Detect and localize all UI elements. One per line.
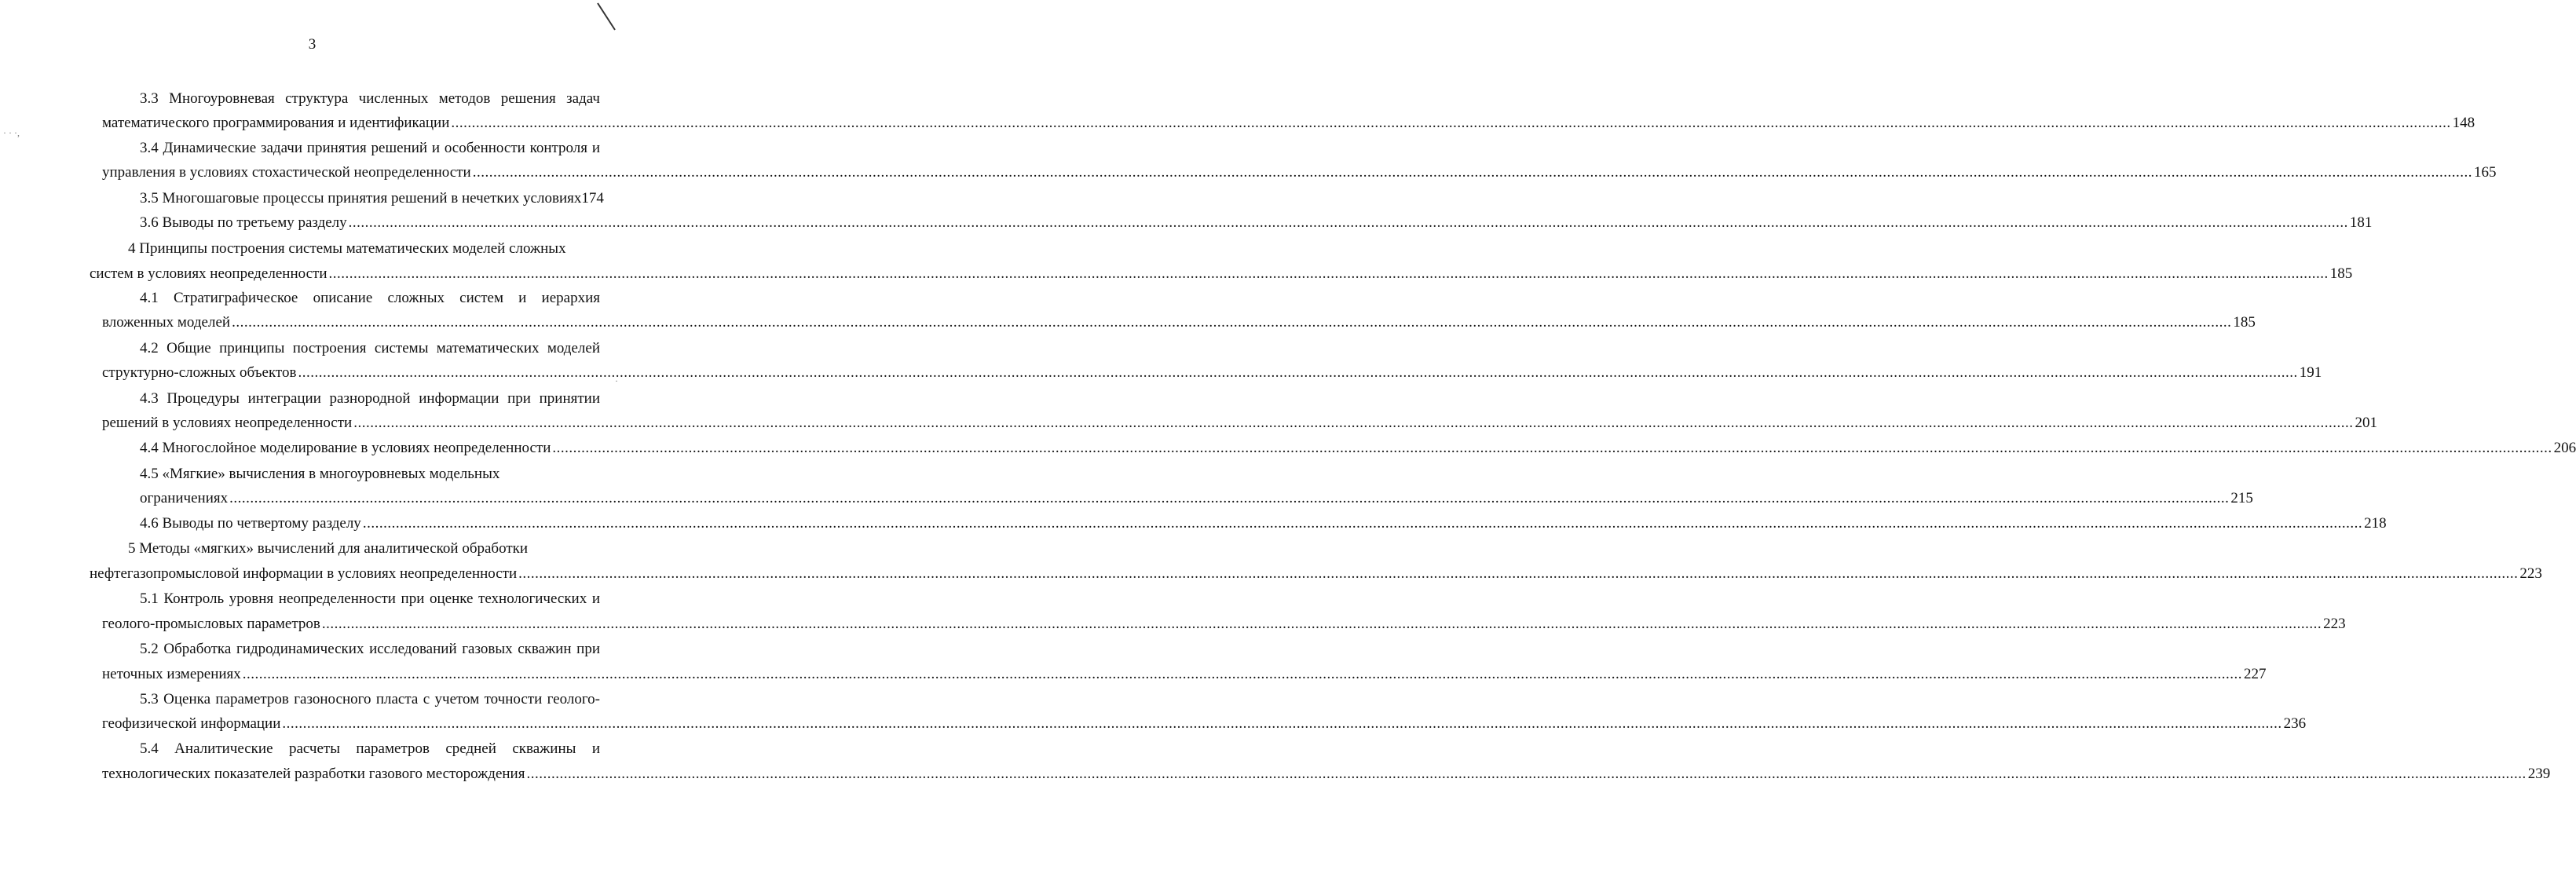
toc-entry-3-4[interactable] [102,163,2497,182]
toc-entry-5-1-title: 5.1 Контроль уровня неопределенности при оценке технологических и [140,590,600,607]
toc-entry-4-2-title: 4.2 Общие принципы построения системы математических моделей [140,340,600,356]
toc-entry-title-cont: неточных измерениях [102,666,241,682]
toc-entry-title-cont: геолого-промысловых параметров [102,616,320,632]
toc-entry-title-cont: технологических показателей разработки газового месторождения [102,766,525,782]
toc-entry-5-3[interactable] [102,715,2307,733]
toc-entry-3-3[interactable] [102,114,2475,133]
toc-entry-title-cont: математического программирования и идентификации [102,115,450,131]
toc-entry-4-5-title: 4.5 «Мягкие» вычисления в многоуровневых модельных [140,466,500,482]
toc-page-number: 181 [2349,214,2373,231]
toc-page-number: 201 [2355,415,2377,431]
toc-entry-4-4[interactable] [140,439,2576,458]
toc-entry-4-5[interactable] [140,489,2253,508]
toc-page-number: 223 [2323,616,2346,632]
toc-entry-3-3-title: 3.3 Многоуровневая структура численных методов решения задач [140,90,600,107]
toc-entry-4-1[interactable] [102,313,2256,332]
toc-page-number: 239 [2527,766,2551,782]
leader-dots [349,214,2348,232]
toc-page-number: 223 [2519,565,2542,582]
leader-dots [353,414,2353,433]
toc-entry-5-title: 5 Методы «мягких» вычислений для аналитической обработки [128,540,529,557]
leader-dots [232,313,2231,332]
toc-entry-4-2[interactable] [102,364,2322,382]
toc-entry-title-cont: структурно-сложных объектов [102,364,297,381]
toc-entry-title-cont: вложенных моделей [102,314,231,331]
toc-entry-4-title: 4 Принципы построения системы математических моделей сложных [128,240,566,257]
toc-entry-5-2-title: 5.2 Обработка гидродинамических исследований газовых скважин при [140,641,600,657]
leader-dots [322,615,2322,634]
leader-dots [552,439,2552,458]
leader-dots [243,665,2242,684]
toc-entry-title: 4.6 Выводы по четвертому разделу [140,515,361,532]
toc-page-number: 227 [2244,666,2267,682]
leader-dots [229,489,2229,508]
toc-entry-4-3-title: 4.3 Процедуры интеграции разнородной информации при принятии [140,390,600,407]
toc-entry-5-2[interactable] [102,665,2267,684]
toc-page-number: 185 [2233,314,2256,331]
toc-entry-5-4[interactable] [102,765,2551,784]
scan-speck: · · ·, [3,127,20,138]
toc-page-number: 165 [2473,164,2497,181]
leader-dots [329,265,2329,283]
leader-dots [282,715,2281,733]
leader-dots [526,765,2526,784]
toc-entry-title: 4.4 Многослойное моделирование в условиях неопределенности [140,440,551,456]
toc-entry-3-6[interactable] [140,214,2373,232]
toc-entry-4-6[interactable] [140,514,2387,533]
toc-page-number: 185 [2329,265,2353,282]
toc-entry-5-1[interactable] [102,615,2346,634]
toc-entry-title-cont: нефтегазопромысловой информации в условиях неопределенности [90,565,518,582]
toc-page-number: 174 [581,190,604,207]
toc-page-number: 191 [2299,364,2322,381]
leader-dots [298,364,2297,382]
toc-entry-title-cont: ограничениях [140,490,229,506]
toc-entry-4[interactable] [90,265,2353,283]
leader-dots [451,114,2450,133]
page-number: 3 [308,36,317,53]
toc-page-number: 218 [2364,515,2387,532]
toc-page-number: 206 [2553,440,2576,456]
toc-entry-4-3[interactable] [102,414,2377,433]
toc-page-number: 236 [2283,715,2307,732]
toc-entry-title: 3.5 Многошаговые процессы принятия решений в нечетких условиях [140,190,582,207]
leader-dots [363,514,2362,533]
leader-dots [473,163,2472,182]
toc-entry-3-5[interactable] [140,189,604,208]
toc-page-number: 215 [2230,490,2253,506]
toc-entry-3-4-title: 3.4 Динамические задачи принятия решений и особенности контроля и [140,140,600,156]
toc-entry-5[interactable] [90,565,2542,583]
toc-entry-title: 3.6 Выводы по третьему разделу [140,214,347,231]
toc-entry-title-cont: управления в условиях стохастической неопределенности [102,164,471,181]
leader-dots [518,565,2518,583]
toc-page-number: 148 [2452,115,2475,131]
toc-entry-title-cont: решений в условиях неопределенности [102,415,353,431]
toc-entry-title-cont: систем в условиях неопределенности [90,265,327,282]
scan-speck: · [615,375,618,386]
toc-entry-5-3-title: 5.3 Оценка параметров газоносного пласта с учетом точности геолого- [140,691,600,707]
toc-entry-5-4-title: 5.4 Аналитические расчеты параметров средней скважины и [140,740,600,757]
toc-entry-4-1-title: 4.1 Стратиграфическое описание сложных систем и иерархия [140,290,600,306]
toc-entry-title-cont: геофизической информации [102,715,281,732]
